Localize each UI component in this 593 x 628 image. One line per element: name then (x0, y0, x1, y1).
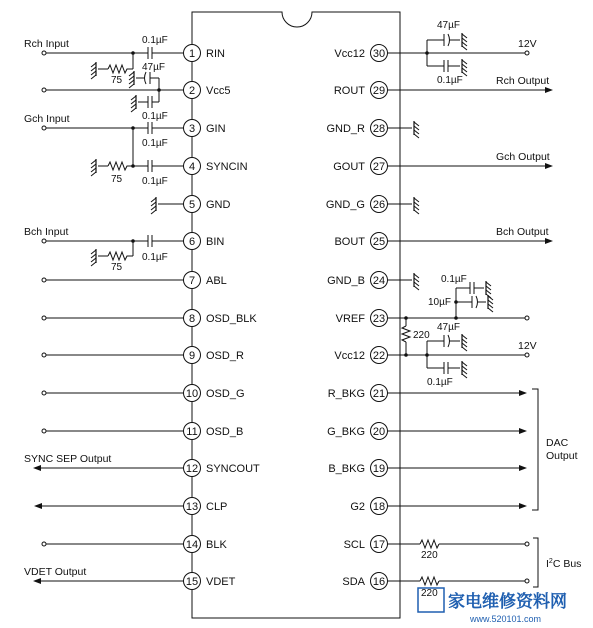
ground-icon (462, 334, 467, 351)
pin-name-gout: GOUT (333, 161, 365, 173)
pin-23 (336, 310, 388, 327)
r-scl-value: 220 (421, 550, 438, 561)
pin-name-b-bkg: B_BKG (328, 463, 365, 475)
c-vcc12-mid-01-value: 0.1µF (427, 377, 453, 388)
c-rin-value: 0.1µF (142, 35, 168, 46)
pin-number: 25 (372, 236, 386, 248)
pin-30 (334, 45, 387, 62)
pin-10 (184, 385, 245, 402)
pin-name-osd-r: OSD_R (206, 350, 244, 362)
ground-icon (462, 33, 467, 50)
r-bin-value: 75 (111, 262, 123, 273)
rch-input-label: Rch Input (24, 38, 69, 50)
pin-number: 14 (185, 539, 199, 551)
pin-number: 6 (188, 236, 196, 248)
pin-5 (184, 196, 231, 213)
r-sda-value: 220 (421, 588, 438, 599)
pin-name-blk: BLK (206, 539, 227, 551)
pin-number: 17 (372, 539, 386, 551)
pin-number: 18 (372, 501, 386, 513)
pin-number: 5 (188, 199, 196, 211)
pin-name-syncout: SYNCOUT (206, 463, 260, 475)
pin-19 (328, 460, 387, 477)
rin-input-net (24, 35, 184, 86)
pin-name-scl: SCL (343, 539, 365, 551)
ground-icon (131, 95, 136, 112)
ground-icon (414, 273, 419, 290)
pin-name-vdet: VDET (206, 576, 236, 588)
pin-number: 15 (185, 576, 199, 588)
ground-icon (414, 197, 419, 214)
dac-output-net (387, 389, 578, 510)
pin-number: 4 (188, 161, 196, 173)
gch-output-label: Gch Output (496, 151, 550, 163)
pin-9 (184, 347, 244, 364)
left-simple-lines (34, 278, 184, 546)
pin-number: 27 (372, 161, 386, 173)
pin-26 (326, 196, 388, 213)
rch-output-label: Rch Output (496, 75, 550, 87)
pin-name-bin: BIN (206, 236, 225, 248)
ground-icon (129, 71, 134, 88)
pin-name-g2: G2 (350, 501, 365, 513)
pin-6 (184, 233, 225, 250)
c-syncin-value: 0.1µF (142, 176, 168, 187)
bout-net (387, 226, 553, 244)
ground-icon (91, 249, 96, 266)
pin-number: 10 (185, 388, 199, 400)
pin-25 (334, 233, 387, 250)
vdet-output-label: VDET Output (24, 566, 87, 578)
pin-name-gnd: GND (206, 199, 231, 211)
ground-icon (151, 197, 156, 214)
pin-16 (342, 573, 387, 590)
pin-number: 19 (372, 463, 386, 475)
watermark (418, 588, 567, 624)
syncin-net (98, 160, 184, 187)
c-vcc5-01-value: 0.1µF (142, 111, 168, 122)
watermark-url: www.520101.com (470, 614, 542, 624)
i2c-bus-net (387, 538, 581, 599)
c-bin-value: 0.1µF (142, 252, 168, 263)
vcc12-mid-net (387, 322, 537, 388)
pin-22 (334, 347, 387, 364)
watermark-text: 家电维修资料网 (448, 592, 567, 611)
pin-name-vcc5: Vcc5 (206, 85, 231, 97)
r-syncin-value: 75 (111, 174, 123, 185)
dac-output-label-line1: DAC (546, 437, 569, 449)
pin-2 (184, 82, 231, 99)
pin-1 (184, 45, 226, 62)
supply-12v-mid: 12V (518, 340, 537, 352)
pin-14 (184, 536, 228, 553)
bch-output-label: Bch Output (496, 226, 549, 238)
supply-12v-top: 12V (518, 38, 537, 50)
sync-sep-output-net (24, 453, 184, 471)
rch-input-terminal (42, 51, 46, 55)
c-vcc5-47-value: 47µF (142, 62, 165, 73)
pin-15 (184, 573, 236, 590)
pin-name-osd-b: OSD_B (206, 426, 244, 438)
pin-number: 12 (185, 463, 199, 475)
pin-name-gnd-g: GND_G (325, 199, 365, 211)
c-vref-01-value: 0.1µF (441, 274, 467, 285)
bin-input-net (24, 226, 184, 273)
pin-4 (184, 158, 248, 175)
pin-number: 28 (372, 123, 386, 135)
pin-24 (327, 272, 387, 289)
right-pin-column (326, 45, 388, 590)
pin-name-syncin: SYNCIN (206, 161, 248, 173)
ground-icon (462, 361, 467, 378)
pin-name-gnd-b: GND_B (327, 275, 365, 287)
ground-symbols (91, 33, 493, 378)
pin-name-rout: ROUT (333, 85, 365, 97)
i2c-bus-label: $I^2C$ Bus (546, 558, 582, 570)
vcc5-terminal (42, 88, 46, 92)
pin-18 (350, 498, 387, 515)
rout-net (387, 75, 553, 93)
dac-output-label-line2: Output (546, 450, 578, 462)
gch-input-terminal (42, 126, 46, 130)
pin-13 (184, 498, 228, 515)
pin-name-osd-blk: OSD_BLK (206, 313, 257, 325)
pin-17 (344, 536, 388, 553)
bch-input-label: Bch Input (24, 226, 69, 238)
pin-name-vref: VREF (335, 313, 365, 325)
sync-sep-output-label: SYNC SEP Output (24, 453, 112, 465)
c-vref-10-value: 10µF (428, 297, 451, 308)
pin-number: 8 (188, 313, 196, 325)
pin-name-abl: ABL (206, 275, 227, 287)
pin-number: 13 (185, 501, 199, 513)
pin-number: 21 (372, 388, 386, 400)
pin-number: 1 (188, 48, 196, 60)
r-vref-value: 220 (413, 330, 430, 341)
pin-name-osd-g: OSD_G (206, 388, 245, 400)
pin-number: 16 (372, 576, 386, 588)
ground-icon (488, 295, 493, 312)
pin-number: 7 (188, 275, 196, 287)
pin-number: 11 (186, 426, 198, 438)
pin-name-vcc12: Vcc12 (334, 48, 365, 60)
pin-number: 20 (372, 426, 386, 438)
c-gin-value: 0.1µF (142, 138, 168, 149)
pin-name-sda: SDA (342, 576, 365, 588)
gch-input-label: Gch Input (24, 113, 70, 125)
pin-8 (184, 310, 258, 327)
pin-name-vcc12-b: Vcc12 (334, 350, 365, 362)
pin-number: 3 (188, 123, 196, 135)
vdet-output-net (24, 566, 184, 584)
pin-number: 29 (372, 85, 386, 97)
vref-net (387, 274, 529, 357)
ground-icon (91, 159, 96, 176)
pin-number: 26 (372, 199, 386, 211)
pin-3 (184, 120, 226, 137)
pin-29 (334, 82, 388, 99)
pin-27 (333, 158, 387, 175)
pin-name-g-bkg: G_BKG (327, 426, 365, 438)
c-vcc12-top-01-value: 0.1µF (437, 75, 463, 86)
gout-net (387, 151, 553, 169)
pin-name-rin: RIN (206, 48, 225, 60)
ground-icon (414, 121, 419, 138)
pin-number: 24 (372, 275, 386, 287)
pin-number: 22 (372, 350, 386, 362)
left-pin-column (184, 45, 261, 590)
bch-input-terminal (42, 239, 46, 243)
pin-name-gin: GIN (206, 123, 226, 135)
ground-icon (91, 62, 96, 79)
pin-number: 9 (188, 350, 196, 362)
pin-name-bout: BOUT (334, 236, 365, 248)
r-rin-value: 75 (111, 75, 123, 86)
pin-number: 23 (372, 313, 386, 325)
pin-20 (327, 423, 387, 440)
pin-number: 2 (188, 85, 196, 97)
ground-icon (462, 59, 467, 76)
pin-name-gnd-r: GND_R (326, 123, 365, 135)
c-vcc12-mid-47-value: 47µF (437, 322, 460, 333)
pin-name-clp: CLP (206, 501, 228, 513)
pin-name-r-bkg: R_BKG (327, 388, 365, 400)
pin-21 (328, 385, 388, 402)
pin-11 (184, 423, 244, 440)
pin-number: 30 (372, 48, 386, 60)
c-vcc12-top-47-value: 47µF (437, 20, 460, 31)
pin-7 (184, 272, 227, 289)
pin-12 (184, 460, 261, 477)
pin-28 (326, 120, 387, 137)
